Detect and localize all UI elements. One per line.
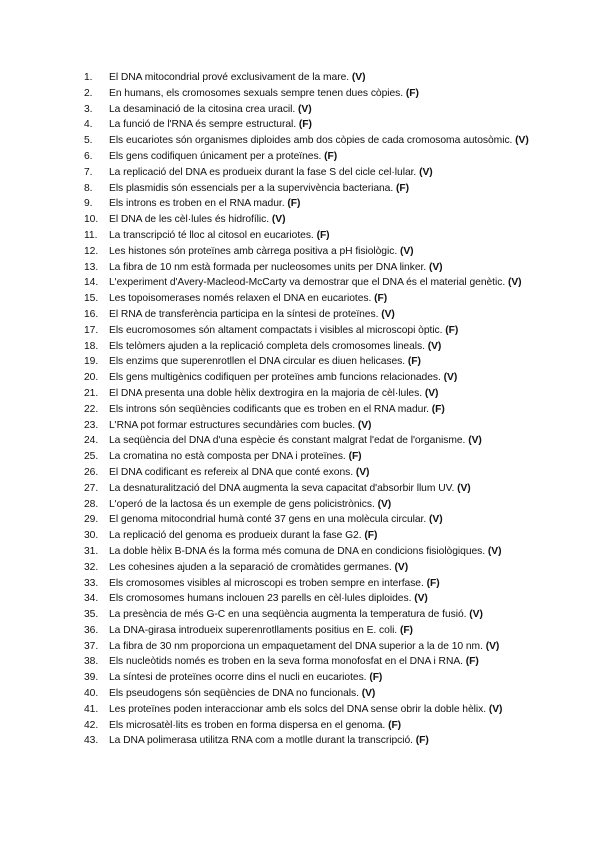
item-number: 36. <box>84 624 99 636</box>
item-number: 2. <box>84 87 93 99</box>
item-text: El DNA de les cèl·lules és hidrofílic. <box>109 214 270 226</box>
item-text: Els cromosomes humans inclouen 23 parells en cèl·lules diploides. <box>109 593 412 605</box>
item-number: 24. <box>84 435 99 447</box>
item-text: El genoma mitocondrial humà conté 37 gens en una molècula circular. <box>109 514 427 526</box>
list-item <box>84 165 534 181</box>
item-number: 21. <box>84 387 99 399</box>
list-item <box>84 560 534 576</box>
answer-label: (F) <box>445 324 459 336</box>
list-item <box>84 654 534 670</box>
item-text: Els telòmers ajuden a la replicació completa dels cromosomes lineals. <box>109 340 425 352</box>
item-number: 30. <box>84 530 99 542</box>
answer-label: (V) <box>457 482 471 494</box>
list-item <box>84 323 534 339</box>
answer-label: (F) <box>407 356 421 368</box>
item-text: Les cohesines ajuden a la separació de cromàtides germanes. <box>109 561 392 573</box>
item-number: 39. <box>84 672 99 684</box>
item-number: 40. <box>84 688 99 700</box>
item-text: La desaminació de la citosina crea uracil. <box>109 103 296 115</box>
item-text: Els introns es troben en el RNA madur. <box>109 198 285 210</box>
list-item <box>84 465 534 481</box>
list-item <box>84 260 534 276</box>
item-text: Les topoisomerases només relaxen el DNA en eucariotes. <box>109 293 372 305</box>
item-text: Els pseudogens són seqüències de DNA no funcionals. <box>109 688 359 700</box>
answer-label: (V) <box>298 103 312 115</box>
item-number: 22. <box>84 403 99 415</box>
list-item <box>84 402 534 418</box>
item-number: 28. <box>84 498 99 510</box>
answer-label: (V) <box>351 72 366 83</box>
item-number: 8. <box>84 182 93 194</box>
answer-label: (V) <box>424 387 439 399</box>
list-item <box>84 386 534 402</box>
answer-label: (V) <box>394 561 409 573</box>
item-number: 35. <box>84 609 99 621</box>
answer-label: (V) <box>507 277 522 289</box>
item-text: Els eucariotes són organismes diploides amb dos còpies de cada cromosoma autosòmic. <box>109 135 513 147</box>
item-text: Els introns són seqüències codificants que es troben en el RNA madur. <box>109 403 429 415</box>
item-number: 38. <box>84 656 99 668</box>
answer-label: (V) <box>488 703 503 715</box>
list-item <box>84 544 534 560</box>
item-number: 15. <box>84 293 99 305</box>
item-text: La DNA polimerasa utilitza RNA com a motlle durant la transcripció. <box>109 735 413 747</box>
answer-label: (F) <box>465 656 479 668</box>
list-item <box>84 117 534 133</box>
item-number: 42. <box>84 719 99 731</box>
list-item <box>84 481 534 497</box>
item-text: Els eucromosomes són altament compactats i visibles al microscopi òptic. <box>109 324 443 336</box>
item-number: 29. <box>84 514 99 526</box>
item-number: 11. <box>84 229 98 241</box>
list-item <box>84 449 534 465</box>
item-text: El RNA de transferència participa en la síntesi de proteïnes. <box>109 308 379 320</box>
answer-label: (F) <box>324 150 338 162</box>
item-number: 19. <box>84 356 99 368</box>
item-text: La desnaturalització del DNA augmenta la seva capacitat d'absorbir llum UV. <box>109 482 455 494</box>
answer-label: (V) <box>428 261 443 273</box>
item-number: 27. <box>84 482 99 494</box>
item-number: 20. <box>84 372 99 384</box>
item-text: La doble hèlix B-DNA és la forma més comuna de DNA en condicions fisiològiques. <box>109 545 486 557</box>
answer-label: (F) <box>369 672 383 684</box>
item-text: La síntesi de proteïnes ocorre dins el nucli en eucariotes. <box>109 672 367 684</box>
list-item <box>84 228 534 244</box>
list-item <box>84 623 534 639</box>
item-text: La DNA-girasa introdueix superenrotllaments positius en E. coli. <box>109 624 398 636</box>
answer-label: (F) <box>405 87 419 99</box>
item-text: La fibra de 30 nm proporciona un empaquetament del DNA superior a la de 10 nm. <box>109 640 483 652</box>
item-text: La replicació del DNA es produeix durant la fase S del cicle cel·lular. <box>109 166 417 178</box>
answer-label: (F) <box>399 624 413 636</box>
list-item <box>84 70 534 86</box>
answer-label: (V) <box>487 545 502 557</box>
answer-label: (F) <box>426 577 440 589</box>
item-number: 9. <box>84 198 93 210</box>
answer-label: (V) <box>443 372 458 384</box>
list-item <box>84 244 534 260</box>
item-text: La funció de l'RNA és sempre estructural. <box>109 119 297 131</box>
answer-label: (V) <box>377 498 392 510</box>
item-number: 41. <box>84 703 99 715</box>
list-item <box>84 307 534 323</box>
item-text: La presència de més G-C en una seqüència augmenta la temperatura de fusió. <box>109 609 467 621</box>
list-item <box>84 433 534 449</box>
answer-label: (F) <box>287 198 301 210</box>
list-item <box>84 275 534 291</box>
answer-label: (V) <box>468 435 482 447</box>
list-item <box>84 418 534 434</box>
item-number: 16. <box>84 308 99 320</box>
list-item <box>84 149 534 165</box>
list-item <box>84 102 534 118</box>
item-text: L'experiment d'Avery-Macleod-McCarty va demostrar que el DNA és el material genètic. <box>109 277 506 289</box>
answer-label: (F) <box>316 229 330 241</box>
item-number: 13. <box>84 261 99 273</box>
answer-label: (F) <box>415 735 429 747</box>
answer-label: (F) <box>388 719 402 731</box>
answer-label: (V) <box>399 245 414 257</box>
item-number: 43. <box>84 735 99 747</box>
list-item <box>84 196 534 212</box>
list-item <box>84 181 534 197</box>
item-number: 5. <box>84 135 93 147</box>
answer-label: (V) <box>355 466 370 478</box>
item-number: 10. <box>84 214 99 226</box>
answer-label: (F) <box>431 403 445 415</box>
answer-label: (V) <box>469 609 483 621</box>
item-text: La fibra de 10 nm està formada per nucleosomes units per DNA linker. <box>109 261 427 273</box>
answer-label: (F) <box>374 293 388 305</box>
item-text: El DNA mitocondrial prové exclusivament de la mare. <box>109 72 350 83</box>
answer-label: (V) <box>429 514 443 526</box>
item-text: Els nucleòtids només es troben en la seva forma monofosfat en el DNA i RNA. <box>109 656 463 668</box>
answer-label: (V) <box>357 419 372 431</box>
list-item <box>84 718 534 734</box>
item-number: 1. <box>84 72 93 83</box>
list-item <box>84 591 534 607</box>
item-text: El DNA presenta una doble hèlix dextrogira en la majoria de cèl·lules. <box>109 387 423 399</box>
item-text: Les proteïnes poden interaccionar amb els solcs del DNA sense obrir la doble hèlix. <box>109 703 487 715</box>
answer-label: (V) <box>361 688 376 700</box>
item-number: 32. <box>84 561 99 573</box>
item-text: Els microsatèl·lits es troben en forma dispersa en el genoma. <box>109 719 386 731</box>
list-item <box>84 670 534 686</box>
item-text: Els plasmidis són essencials per a la supervivència bacteriana. <box>109 182 394 194</box>
list-item <box>84 607 534 623</box>
item-text: Les histones són proteïnes amb càrrega positiva a pH fisiològic. <box>109 245 398 257</box>
list-item <box>84 86 534 102</box>
answer-label: (V) <box>485 640 500 652</box>
item-number: 17. <box>84 324 99 336</box>
item-number: 18. <box>84 340 99 352</box>
answer-label: (V) <box>419 166 433 178</box>
item-number: 7. <box>84 166 93 178</box>
list-item <box>84 686 534 702</box>
item-text: La seqüència del DNA d'una espècie és constant malgrat l'edat de l'organisme. <box>109 435 466 447</box>
answer-label: (V) <box>414 593 428 605</box>
list-item <box>84 370 534 386</box>
item-text: La transcripció té lloc al citosol en eucariotes. <box>109 229 314 241</box>
item-text: La cromatina no està composta per DNA i proteïnes. <box>109 451 346 463</box>
list-item <box>84 212 534 228</box>
list-item <box>84 339 534 355</box>
answer-label: (F) <box>395 182 409 194</box>
list-item <box>84 512 534 528</box>
list-item <box>84 702 534 718</box>
answer-label: (V) <box>427 340 442 352</box>
list-item <box>84 733 534 749</box>
answer-label: (V) <box>381 308 395 320</box>
item-number: 34. <box>84 593 99 605</box>
answer-label: (V) <box>271 214 286 226</box>
list-item <box>84 639 534 655</box>
item-number: 26. <box>84 466 99 478</box>
item-text: Els gens codifiquen únicament per a proteïnes. <box>109 150 322 162</box>
list-item <box>84 354 534 370</box>
item-text: Els gens multigènics codifiquen per proteïnes amb funcions relacionades. <box>109 372 441 384</box>
list-item <box>84 291 534 307</box>
item-number: 6. <box>84 150 93 162</box>
item-number: 12. <box>84 245 99 257</box>
item-text: L'operó de la lactosa és un exemple de gens policistrònics. <box>109 498 375 510</box>
item-number: 3. <box>84 103 93 115</box>
item-text: Els cromosomes visibles al microscopi es troben sempre en interfase. <box>109 577 424 589</box>
item-text: El DNA codificant es refereix al DNA que conté exons. <box>109 466 354 478</box>
item-number: 31. <box>84 545 99 557</box>
item-number: 25. <box>84 451 99 463</box>
item-number: 37. <box>84 640 99 652</box>
item-number: 4. <box>84 119 93 131</box>
answer-label: (F) <box>298 119 312 131</box>
question-list <box>84 70 534 749</box>
list-item <box>84 528 534 544</box>
list-item <box>84 576 534 592</box>
item-text: L'RNA pot formar estructures secundàries com bucles. <box>109 419 356 431</box>
answer-label: (F) <box>364 530 378 542</box>
item-text: Els enzims que superenrotllen el DNA circular es diuen helicases. <box>109 356 406 368</box>
list-item <box>84 497 534 513</box>
item-text: La replicació del genoma es produeix durant la fase G2. <box>109 530 362 542</box>
item-text: En humans, els cromosomes sexuals sempre tenen dues còpies. <box>109 87 404 99</box>
answer-label: (F) <box>348 451 362 463</box>
item-number: 23. <box>84 419 99 431</box>
answer-label: (V) <box>515 135 529 147</box>
item-number: 14. <box>84 277 99 289</box>
list-item <box>84 133 534 149</box>
item-number: 33. <box>84 577 99 589</box>
